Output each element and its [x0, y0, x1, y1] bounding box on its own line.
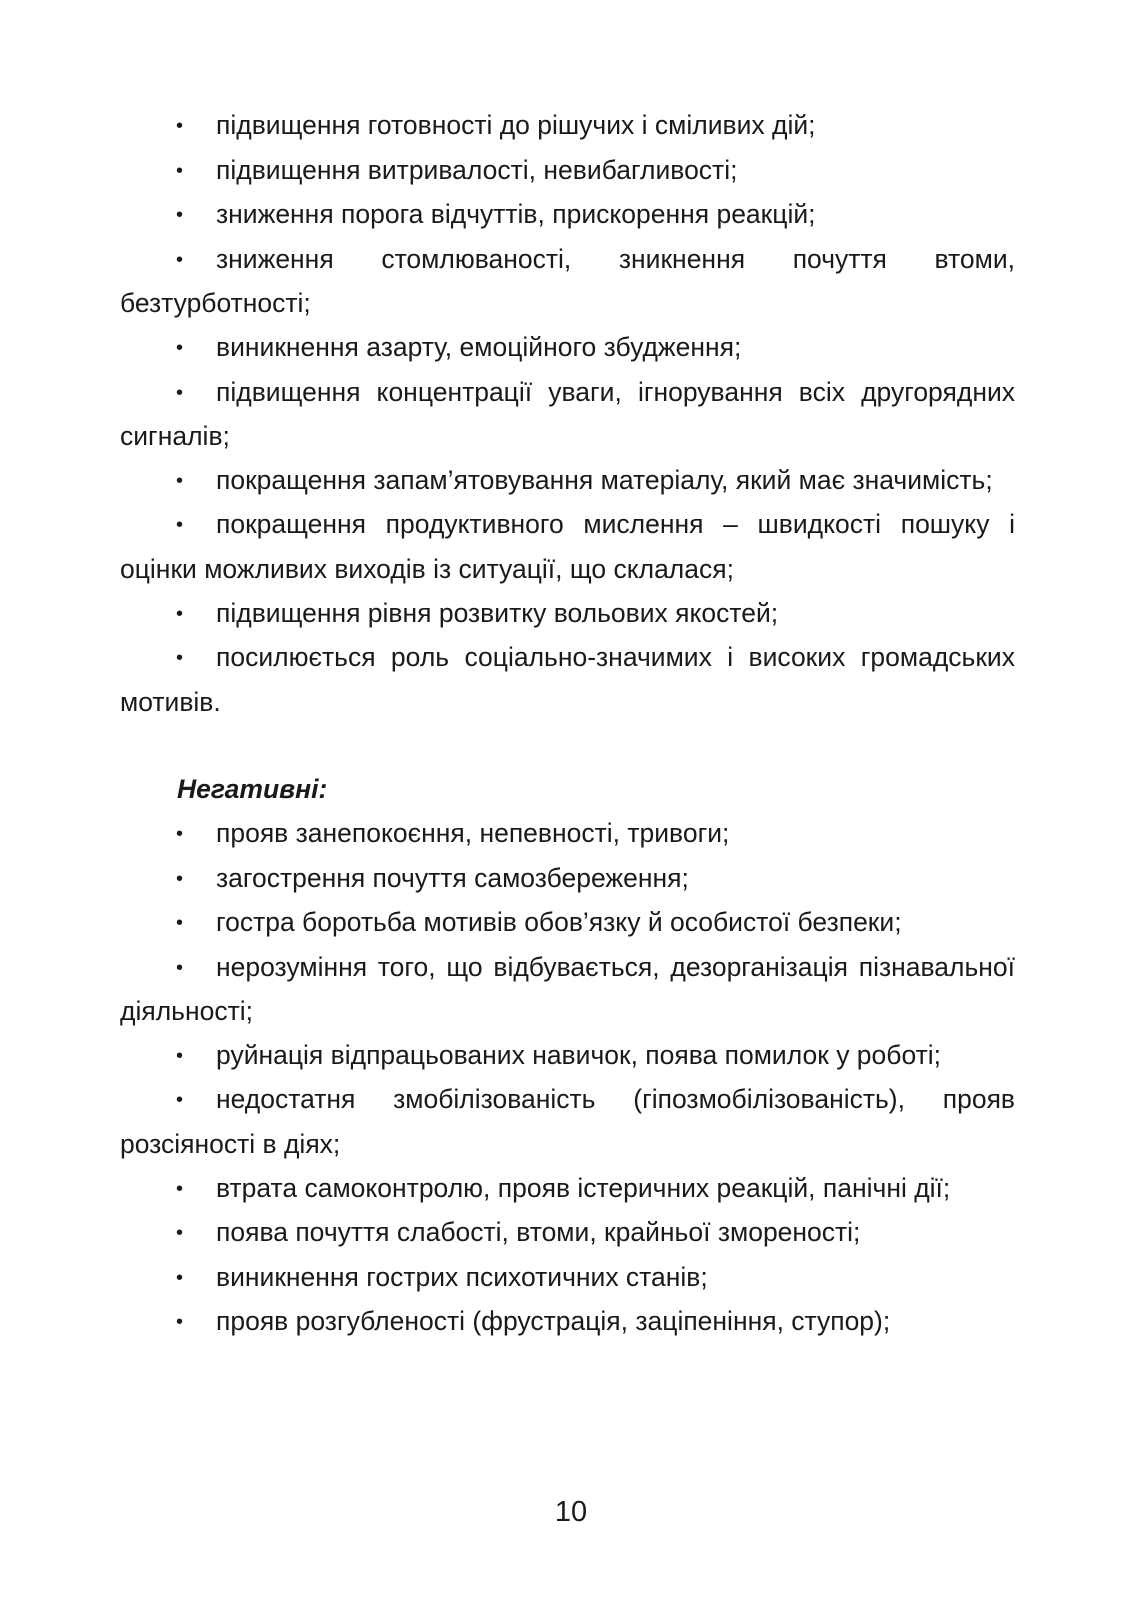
page-number: 10	[554, 1496, 588, 1528]
list-item	[120, 238, 1015, 326]
bullet-icon: •	[176, 956, 184, 979]
list-item	[120, 459, 1015, 504]
list-item	[120, 326, 1015, 371]
page-content	[120, 104, 1015, 1345]
list-item-text: підвищення рівня розвитку вольових якостей;	[216, 597, 779, 628]
list-item-text: гостра боротьба мотивів обов’язку й особистої безпеки;	[216, 907, 902, 938]
list-item-text: підвищення готовності до рішучих і сміливих дій;	[216, 110, 816, 140]
list-item	[120, 636, 1015, 724]
list-item-text: виникнення азарту, емоційного збудження;	[216, 331, 742, 362]
section-spacer	[120, 724, 1015, 768]
list-item-text: руйнація відпрацьованих навичок, поява помилок у роботі;	[216, 1039, 941, 1070]
negative-list	[120, 812, 1015, 1345]
bullet-icon: •	[176, 159, 184, 182]
bullet-icon: •	[176, 822, 184, 845]
bullet-icon: •	[176, 115, 184, 137]
list-item	[120, 1034, 1015, 1079]
list-item	[120, 149, 1015, 194]
list-item	[120, 1256, 1015, 1301]
list-item	[120, 901, 1015, 946]
bullet-icon: •	[176, 1089, 184, 1112]
list-item-text: посилюється роль соціально-значимих і високих громадських мотивів.	[120, 642, 1015, 717]
list-item-text: зниження порога відчуттів, прискорення реакцій;	[216, 199, 816, 230]
bullet-icon: •	[176, 602, 184, 625]
list-item-text: загострення почуття самозбереження;	[216, 862, 689, 893]
bullet-icon: •	[176, 248, 184, 271]
list-item	[120, 1167, 1015, 1212]
list-item	[120, 104, 1015, 149]
list-item	[120, 1078, 1015, 1166]
negative-heading: Негативні:	[177, 774, 328, 805]
list-item-text: недостатня змобілізованість (гіпозмобілізованість), прояв розсіяності в діях;	[120, 1084, 1015, 1160]
list-item	[120, 592, 1015, 637]
bullet-icon: •	[176, 867, 184, 890]
list-item	[120, 857, 1015, 902]
bullet-icon: •	[176, 647, 184, 670]
list-item-text: виникнення гострих психотичних станів;	[216, 1261, 708, 1292]
bullet-icon: •	[176, 912, 184, 935]
list-item-text: прояв занепокоєння, непевності, тривоги;	[216, 817, 730, 848]
list-item-text: нерозуміння того, що відбувається, дезорганізація пізнавальної діяльності;	[120, 951, 1015, 1027]
bullet-icon: •	[176, 1266, 184, 1289]
list-item	[120, 1211, 1015, 1256]
list-item	[120, 371, 1015, 459]
list-item	[120, 946, 1015, 1034]
bullet-icon: •	[176, 204, 184, 227]
bullet-icon: •	[176, 381, 184, 404]
list-item-text: зниження стомлюваності, зникнення почуття втоми, безтурботності;	[120, 243, 1015, 319]
list-item-text: покращення запам’ятовування матеріалу, який має значимість;	[216, 464, 993, 495]
list-item-text: втрата самоконтролю, прояв істеричних реакцій, панічні дії;	[216, 1172, 951, 1203]
bullet-icon: •	[176, 1222, 184, 1245]
list-item	[120, 812, 1015, 857]
bullet-icon: •	[176, 1044, 184, 1067]
list-item-text: підвищення концентрації уваги, ігнорування всіх другорядних сигналів;	[120, 376, 1015, 452]
bullet-icon: •	[176, 1311, 184, 1334]
list-item-text: покращення продуктивного мислення – швидкості пошуку і оцінки можливих виходів із ситуації, що склалася;	[120, 509, 1015, 584]
list-item-text: прояв розгубленості (фрустрація, заціпеніння, ступор);	[216, 1306, 891, 1337]
list-item	[120, 193, 1015, 238]
bullet-icon: •	[176, 514, 184, 537]
positive-list	[120, 104, 1015, 724]
bullet-icon: •	[176, 336, 184, 359]
list-item	[120, 503, 1015, 591]
list-item	[120, 1300, 1015, 1345]
list-item-text: підвищення витривалості, невибагливості;	[216, 154, 738, 185]
bullet-icon: •	[176, 469, 184, 492]
list-item-text: поява почуття слабості, втоми, крайньої змореності;	[216, 1217, 861, 1248]
bullet-icon: •	[176, 1177, 184, 1200]
